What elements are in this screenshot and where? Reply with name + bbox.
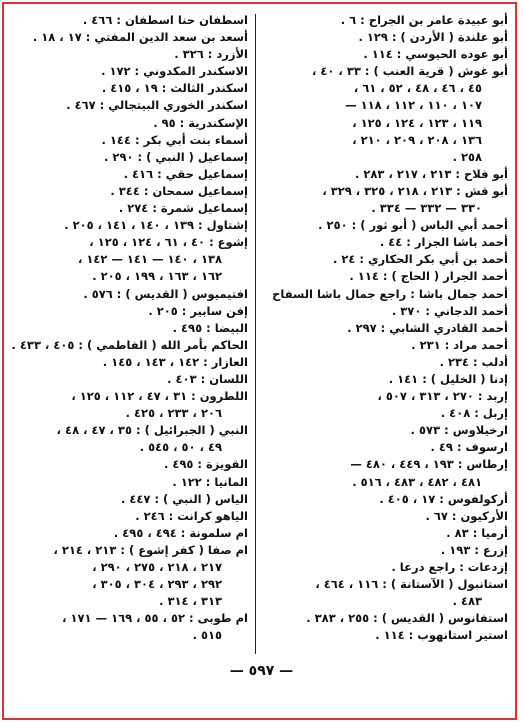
index-entry: اسطفان حنا اسطفان : ٤٦٦ . — [82, 13, 248, 27]
index-entry: إربد : ٢٧٠ ، ٣١٣ ، ٥٠٧ ، — [377, 389, 508, 404]
index-entry: الياهو كرانت : ٢٤٦ . — [135, 508, 248, 523]
index-entry: استفانوس ( القديس ) : ٢٥٥ ، ٣٨٣ . — [306, 611, 508, 626]
index-entry: أحمد جمال باشا : راجع جمال باشا السفاح — [272, 286, 508, 301]
index-entry: الحاكم بأمر الله ( الفاطمي ) : ٤٠٥ ، ٤٣٣ . — [11, 337, 248, 352]
index-entry: العازار : ١٤٢ ، ١٤٣ ، ١٤٥ . — [102, 354, 248, 369]
index-entry: أبو عوده الحيوسي : ١١٤ . — [363, 47, 508, 62]
index-entry-continuation: ٢٠٦ ، ٢٣٣ ، ٤٢٥ . — [125, 406, 222, 421]
index-entry-continuation: ٥١٥ . — [192, 628, 222, 643]
index-entry-continuation: ٤٨١ ، ٤٨٢ ، ٤٨٣ ، ٥١٦ . — [352, 474, 482, 489]
column-divider — [255, 14, 256, 654]
index-entry: أبو عبيدة عامر بن الجراح : ٦ . — [340, 13, 508, 27]
index-entry: ارسوف : ٤٩ . — [430, 440, 508, 455]
index-entry: استانبول ( الآستانة ) : ١١٦ ، ٤٦٤ ، — [315, 577, 508, 592]
index-entry: الأزرد : ٣٢٦ . — [174, 47, 248, 62]
index-entry: إسماعيل ( النبي ) : ٢٩٠ . — [104, 149, 248, 164]
index-entry: الإسكندرية : ٩٥ . — [153, 115, 248, 130]
index-entry-continuation: ١٠٧ ، ١١٠ ، ١١٢ ، ١١٨ — — [345, 98, 482, 113]
index-entry: استير استانهوب : ١١٤ . — [375, 628, 508, 643]
index-entry-continuation: ١١٩ ، ١٢٣ ، ١٢٤ ، ١٢٥ ، — [352, 115, 482, 130]
page-number: — ٥٩٧ — — [229, 663, 294, 679]
index-column-right — [262, 12, 508, 644]
index-entry: أحمد الدجاني : ٣٧٠ . — [391, 303, 508, 318]
index-entry: أحمد أبي الباس ( أبو ثور ) : ٢٥٠ . — [318, 218, 508, 233]
index-entry: إربل : ٤٠٨ . — [440, 406, 508, 421]
index-entry-continuation: ١٦٢ ، ١٦٣ ، ١٩٩ ، ٢٠٥ . — [92, 269, 222, 284]
index-entry: اسكندر الخوري البيتجالي : ٤٦٧ . — [66, 98, 248, 113]
index-entry: ام سلمونة : ٤٩٤ ، ٤٩٥ . — [113, 525, 248, 540]
index-entry: النبي ( الجبرائيل ) : ٣٥ ، ٤٧ ، ٤٨ ، — [56, 423, 248, 438]
index-entry: المانيا : ١٢٢ . — [172, 474, 248, 489]
index-entry: أبو غوش ( قرية العنب ) : ٣٣ ، ٤٠ ، — [312, 64, 508, 79]
index-entry-continuation: ٣٣٠ — ٣٣٢ — ٣٣٤ . — [371, 201, 482, 216]
index-entry: أحمد الجرار ( الحاج ) : ١١٤ . — [349, 269, 508, 284]
index-entry: أرميا : ٨٣ . — [446, 525, 508, 540]
index-entry: أبو قش : ٢١٣ ، ٢١٨ ، ٣٢٥ ، ٣٢٩ ، — [322, 183, 508, 198]
index-entry-continuation: ٤٨٣ . — [452, 594, 482, 609]
index-entry: إرطاس : ١٩٣ ، ٤٤٩ ، ٤٨٠ — — [350, 457, 508, 472]
index-entry-continuation: ٢٩٢ ، ٢٩٣ ، ٣٠٤ ، ٣٠٥ ، — [92, 577, 222, 592]
index-entry-continuation: ٤٥ ، ٤٦ ، ٤٨ ، ٥٢ ، ٦١ ، — [353, 81, 482, 96]
index-entry: ام صفا ( كفر إشوع ) : ٢١٣ ، ٢١٤ ، — [53, 542, 248, 557]
index-entry-continuation: ٢٥٨ . — [452, 149, 482, 164]
index-entry-continuation: ٣١٣ ، ٣١٤ . — [159, 594, 222, 609]
index-entry: اسكندر الثالث : ١٩ ، ٤١٥ . — [101, 81, 248, 96]
index-entry-continuation: ٢١٧ ، ٢١٨ ، ٢٧٥ ، ٢٩٠ ، — [92, 560, 222, 574]
index-entry-continuation: ١٣٦ ، ٢٠٨ ، ٢٠٩ ، ٢١٠ ، — [352, 132, 482, 147]
index-entry: أبو فلاح : ٢١٣ ، ٢١٧ ، ٢٨٣ . — [355, 166, 508, 181]
index-entry: أحمد بن أبي بكر الحكاري : ٢٤ . — [332, 252, 508, 267]
index-entry: أحمد القادري الشابي : ٢٩٧ . — [347, 320, 508, 335]
index-column-left — [11, 12, 248, 644]
index-entry: إفن سابير : ٢٠٥ . — [148, 303, 248, 318]
index-entry: اللطرون : ٣١ ، ٤٧ ، ١١٢ ، ١٢٥ ، — [71, 389, 248, 404]
index-entry: إسماعيل سمحان : ٣٤٤ . — [110, 183, 248, 198]
index-entry: إدنا ( الخليل ) : ١٤١ . — [388, 371, 508, 386]
index-entry: إشتاول : ١٣٩ ، ١٤٠ ، ١٤١ ، ٢٠٥ . — [64, 218, 248, 233]
index-entry: أحمد مراد : ٢٣١ . — [411, 337, 508, 352]
index-entry: أركولفوس : ١٧ ، ٤٠٥ . — [379, 491, 508, 506]
index-entry: إشوع : ٤٠ ، ٦١ ، ١٢٤ ، ١٢٥ ، — [89, 235, 248, 250]
index-entry: اللسان : ٤٠٣ . — [167, 371, 248, 386]
index-entry: أحمد باشا الجزار : ٤٤ . — [379, 235, 508, 250]
index-entry: أبو علندة ( الأردن ) : ١٢٩ . — [358, 30, 508, 45]
index-entry: افتيميوس ( القديس ) : ٥٧٦ . — [83, 286, 248, 301]
index-entry: القويزة : ٤٩٥ . — [163, 457, 248, 472]
index-entry: الاسكندر المكدوني : ١٧٢ . — [101, 64, 248, 79]
index-entry: إسماعيل حقي : ٤١٦ . — [123, 166, 248, 181]
index-entry: إزدعات : راجع درعا . — [391, 560, 508, 574]
index-entry: أسعد بن سعد الدين المفتي : ١٧ ، ١٨ . — [32, 30, 248, 45]
index-entry: أسماء بنت أبي بكر : ١٤٤ . — [101, 132, 248, 147]
index-entry: البيضا : ٤٩٥ . — [172, 320, 248, 335]
index-entry-continuation: ٤٩ ، ٥٠ ، ٥٤٥ . — [139, 440, 222, 455]
index-entry-continuation: ١٣٨ ، ١٤٠ — ١٤١ — ١٤٢ ، — [77, 252, 222, 267]
index-entry: الأركيون : ٦٧ . — [425, 508, 508, 523]
index-entry: ام طوبى : ٥٢ ، ٥٥ ، ١٦٩ — ١٧١ ، — [62, 611, 248, 626]
index-entry: الياس ( النبي ) : ٤٤٧ . — [121, 491, 248, 506]
index-entry: ارخيلاوس : ٥٧٣ . — [410, 423, 508, 438]
index-entry: أدلب : ٢٣٤ . — [439, 354, 508, 369]
index-entry: إزرع : ١٩٣ . — [440, 542, 508, 557]
index-entry: إسماعيل شمرة : ٢٧٤ . — [118, 201, 248, 216]
